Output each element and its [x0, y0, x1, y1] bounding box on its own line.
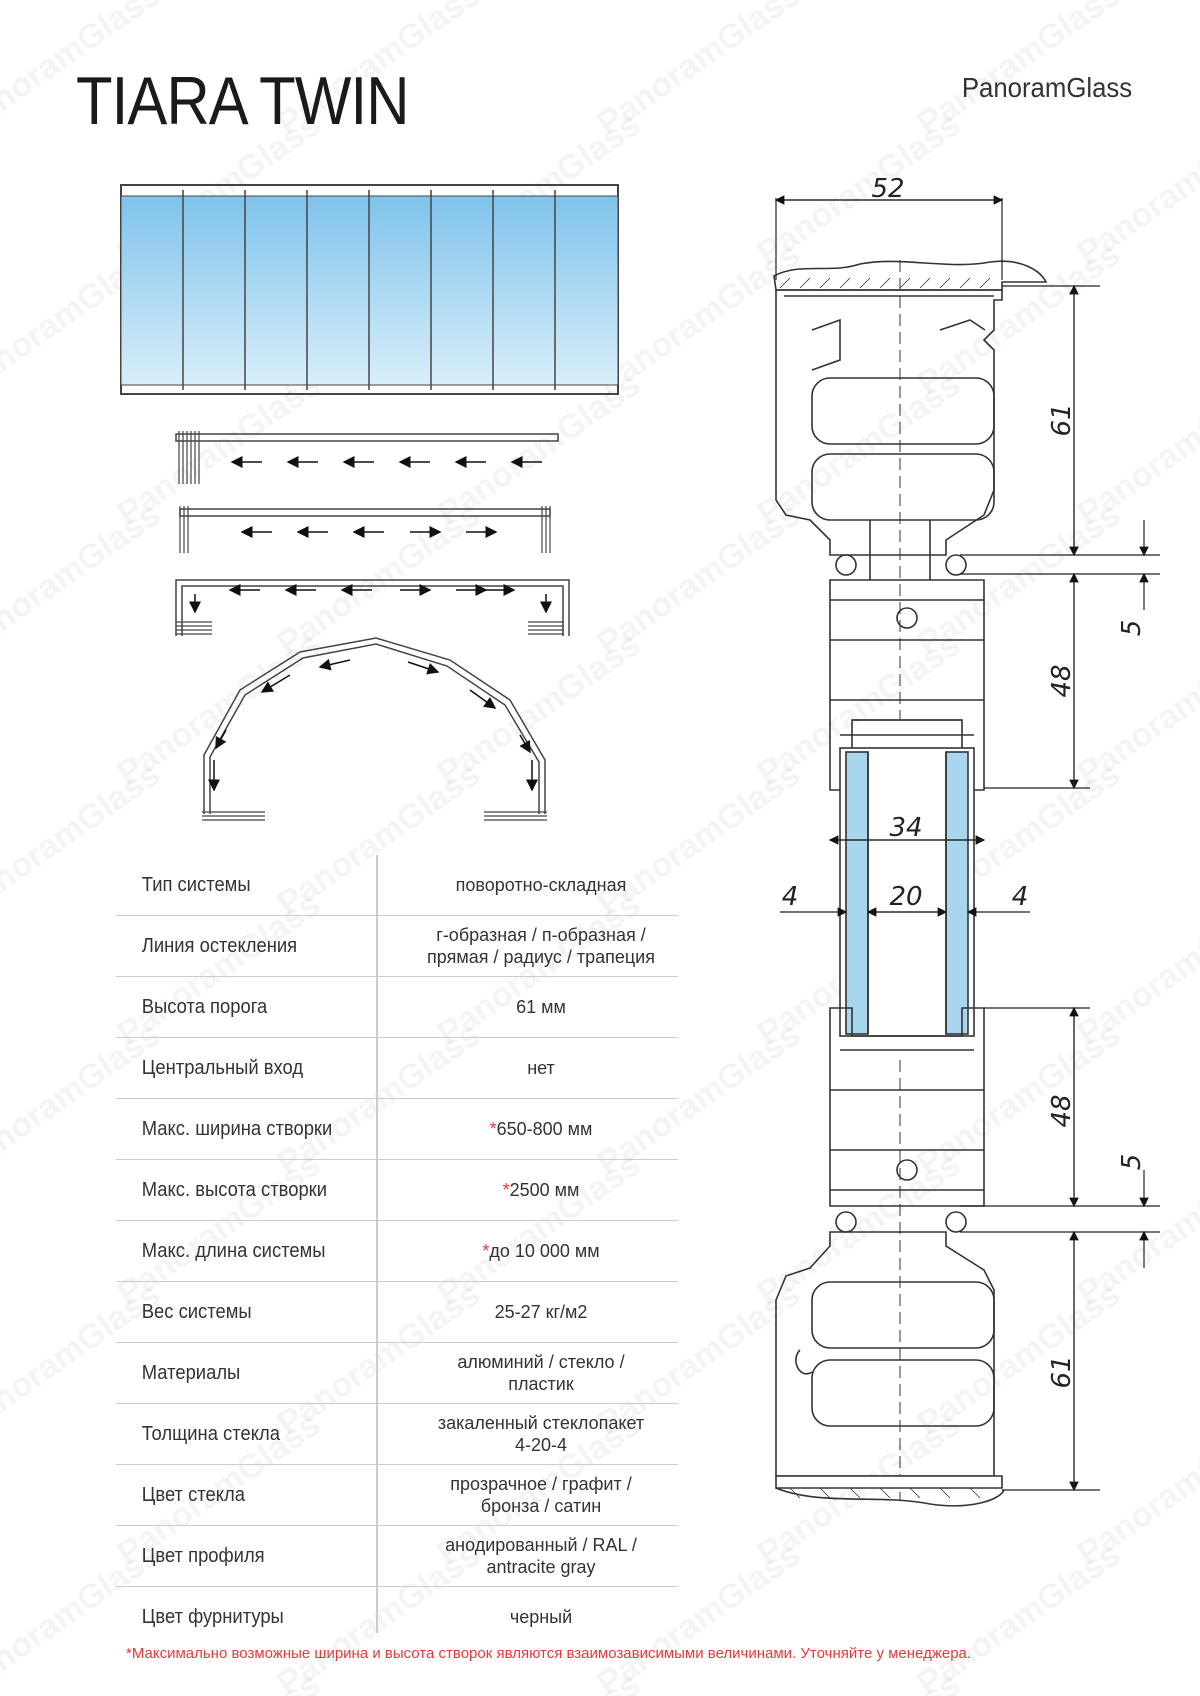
page-title: TIARA TWIN: [76, 63, 409, 139]
table-row: [116, 855, 678, 916]
dim-threshold-top: 61: [1047, 403, 1077, 437]
table-row: [116, 1099, 678, 1160]
spec-value: [404, 1473, 678, 1517]
plan-radius: [202, 638, 547, 820]
dim-glass-gap: 20: [889, 882, 923, 912]
spec-label: Цвет фурнитуры: [141, 1605, 284, 1628]
spec-value-text: 61 мм: [516, 997, 566, 1017]
asterisk-mark: *: [489, 1119, 497, 1139]
spec-label: Макс. ширина створки: [141, 1117, 333, 1140]
spec-value-text: 650-800 мм: [496, 1119, 593, 1139]
table-row: [116, 1282, 678, 1343]
spec-value-text: 25-27 кг/м2: [494, 1302, 588, 1322]
spec-label: Высота порога: [141, 995, 268, 1018]
spec-value-text: поворотно-складная: [455, 875, 627, 895]
dim-glass-outer-right: 4: [1011, 882, 1029, 912]
dim-gap-bottom: 5: [1117, 1153, 1147, 1171]
spec-value: [404, 1118, 678, 1140]
table-row: [116, 1221, 678, 1282]
spec-value: [404, 1351, 678, 1395]
spec-value: [404, 996, 678, 1018]
spec-value: [404, 874, 678, 896]
table-row: [116, 1160, 678, 1221]
dim-gap-top: 5: [1117, 619, 1147, 637]
table-row: [116, 977, 678, 1038]
spec-label: Линия остекления: [141, 934, 298, 957]
table-row: [116, 1587, 678, 1647]
table-row: [116, 1404, 678, 1465]
table-row: [116, 1343, 678, 1404]
spec-value-text: прозрачное / графит / бронза / сатин: [450, 1474, 632, 1516]
spec-value: [404, 1534, 678, 1578]
dim-width-top: 52: [871, 174, 905, 204]
spec-table: [116, 855, 678, 1647]
dim-glass-unit: 34: [889, 813, 923, 843]
dim-glass-outer-left: 4: [781, 882, 799, 912]
asterisk-mark: *: [482, 1241, 490, 1261]
spec-label: Тип системы: [141, 873, 251, 896]
spec-label: Материалы: [141, 1361, 241, 1384]
spec-value-text: до 10 000 мм: [489, 1241, 600, 1261]
spec-label: Макс. высота створки: [141, 1178, 328, 1201]
dim-threshold-bottom: 61: [1047, 1355, 1077, 1389]
spec-label: Макс. длина системы: [141, 1239, 326, 1262]
spec-value: [404, 1412, 678, 1456]
dim-sash-bottom: 48: [1047, 1094, 1077, 1128]
dim-sash-top: 48: [1047, 664, 1077, 698]
plan-u-shape: [176, 580, 569, 636]
spec-value-text: нет: [527, 1058, 555, 1078]
spec-value-text: г-образная / п-образная / прямая / радиус / трапеция: [427, 925, 655, 967]
spec-label: Цвет стекла: [141, 1483, 245, 1506]
front-view-panels: [121, 185, 618, 394]
table-row: [116, 1465, 678, 1526]
spec-label: Толщина стекла: [141, 1422, 280, 1445]
spec-label: Цвет профиля: [141, 1544, 265, 1567]
spec-value: [404, 1179, 678, 1201]
spec-value: [404, 1240, 678, 1262]
spec-value: [404, 1057, 678, 1079]
table-row: [116, 1526, 678, 1587]
table-row: [116, 916, 678, 977]
plan-straight-both: [180, 506, 550, 553]
spec-value-text: анодированный / RAL / antracite gray: [445, 1535, 637, 1577]
asterisk-mark: *: [502, 1180, 510, 1200]
spec-label: Вес системы: [141, 1300, 252, 1323]
spec-value-text: черный: [509, 1607, 573, 1627]
spec-value-text: алюминий / стекло / пластик: [457, 1352, 625, 1394]
spec-value: [404, 924, 678, 968]
spec-value-text: 2500 мм: [509, 1180, 580, 1200]
plan-straight-left: [176, 431, 558, 484]
spec-value: [404, 1301, 678, 1323]
spec-value: [404, 1606, 678, 1628]
spec-value-text: закаленный стеклопакет 4-20-4: [437, 1413, 645, 1455]
footnote: *Максимально возможные ширина и высота створок являются взаимозависимыми величинами. Уточняйте у менеджера.: [126, 1645, 972, 1662]
spec-label: Центральный вход: [141, 1056, 304, 1079]
brand-name: PanoramGlass: [961, 72, 1132, 103]
table-row: [116, 1038, 678, 1099]
